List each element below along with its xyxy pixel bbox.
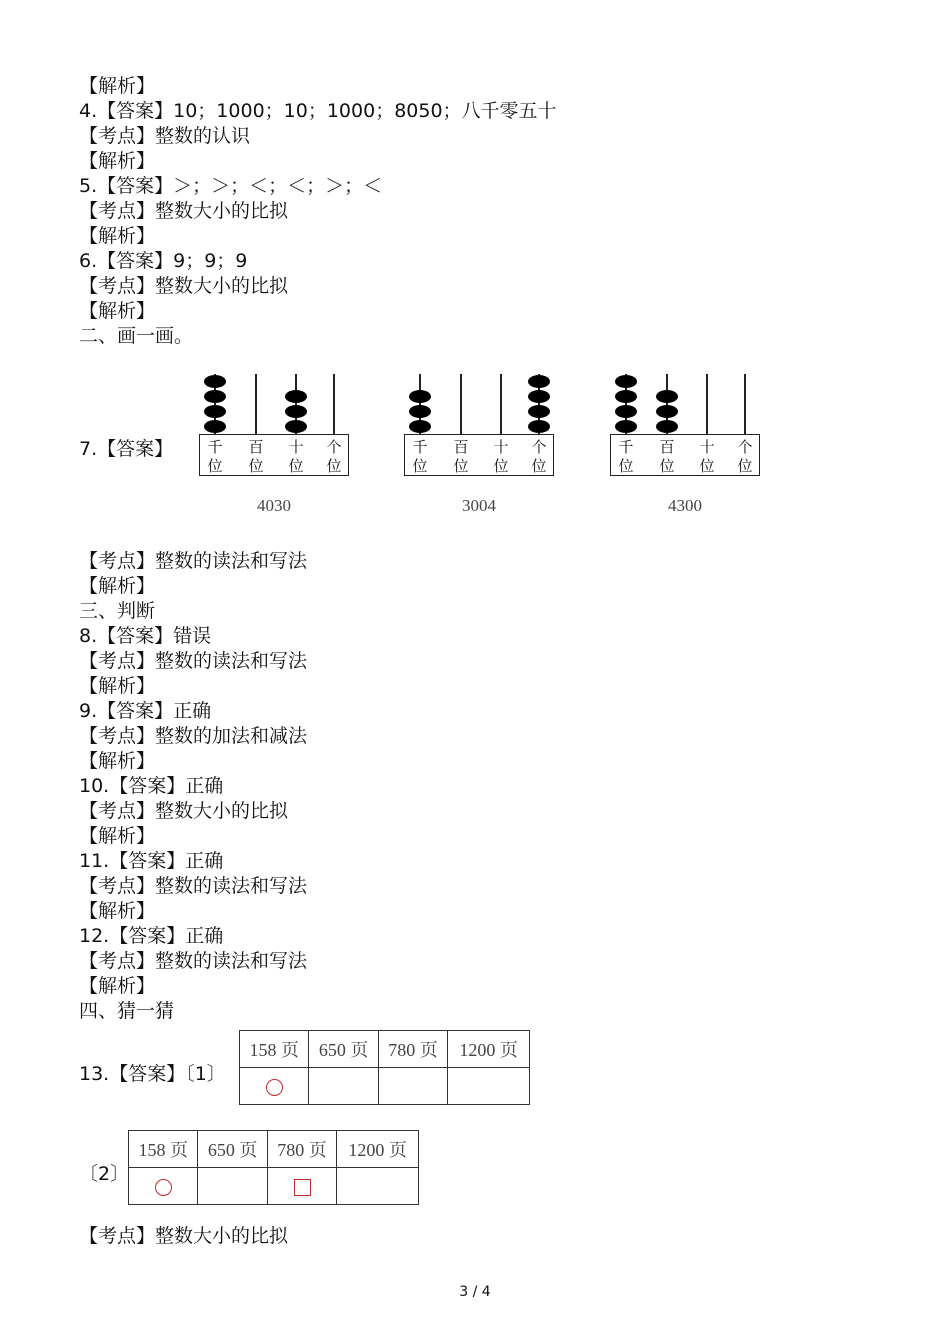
place-label: 十 位 xyxy=(699,438,715,475)
q13-label-2: 〔2〕 xyxy=(79,1163,130,1185)
abacus-bead xyxy=(285,420,307,433)
mark-cell xyxy=(240,1068,309,1105)
section-heading-draw: 二、画一画。 xyxy=(79,325,194,347)
abacus-bead xyxy=(204,375,226,388)
line-6: 【考点】整数大小的比拟 xyxy=(79,200,289,222)
line-3: 【考点】整数的认识 xyxy=(79,125,251,147)
place-label: 十 位 xyxy=(493,438,509,475)
abacus-1 xyxy=(199,366,351,526)
header-cell: 1200 页 xyxy=(337,1131,419,1168)
q13-label-1: 13.【答案】〔1〕 xyxy=(79,1063,226,1085)
header-cell: 780 页 xyxy=(378,1031,447,1068)
abacus-bead xyxy=(528,420,550,433)
abacus-rod xyxy=(333,374,335,434)
abacus-bead xyxy=(615,390,637,403)
place-label: 千 位 xyxy=(618,438,634,475)
place-label: 百 位 xyxy=(248,438,264,475)
line-5: 5.【答案】＞；＞；＜；＜；＞；＜ xyxy=(79,175,383,197)
abacus-bead xyxy=(285,390,307,403)
line-29: 【解析】 xyxy=(79,975,156,997)
circle-mark-icon xyxy=(266,1079,283,1096)
abacus-bead xyxy=(656,420,678,433)
abacus-3 xyxy=(610,366,762,526)
line-10: 【解析】 xyxy=(79,300,156,322)
q7-label: 7.【答案】 xyxy=(79,438,174,460)
abacus-bead xyxy=(656,390,678,403)
mark-cell xyxy=(378,1068,447,1105)
abacus-rod xyxy=(744,374,746,434)
guess-table-1 xyxy=(239,1030,530,1105)
line-2: 4.【答案】10；1000；10；1000；8050；八千零五十 xyxy=(79,100,557,122)
mark-cell xyxy=(337,1168,419,1205)
line-27: 12.【答案】正确 xyxy=(79,925,224,947)
section-heading-judge: 三、判断 xyxy=(79,600,156,622)
place-label: 个 位 xyxy=(737,438,753,475)
abacus-number: 3004 xyxy=(462,496,496,515)
abacus-rod xyxy=(460,374,462,434)
abacus-bead xyxy=(656,405,678,418)
mark-cell xyxy=(448,1068,530,1105)
place-label: 十 位 xyxy=(288,438,304,475)
place-label: 个 位 xyxy=(326,438,342,475)
header-cell: 650 页 xyxy=(198,1131,267,1168)
line-21: 10.【答案】正确 xyxy=(79,775,224,797)
abacus-bead xyxy=(409,420,431,433)
abacus-bead xyxy=(409,390,431,403)
square-mark-icon xyxy=(294,1179,311,1196)
line-28: 【考点】整数的读法和写法 xyxy=(79,950,308,972)
line-24: 11.【答案】正确 xyxy=(79,850,224,872)
place-label: 千 位 xyxy=(412,438,428,475)
abacus-bead xyxy=(409,405,431,418)
abacus-bead xyxy=(204,405,226,418)
line-16: 【考点】整数的读法和写法 xyxy=(79,650,308,672)
page-number: 3 / 4 xyxy=(459,1284,491,1300)
header-cell: 158 页 xyxy=(129,1131,198,1168)
section-heading-guess: 四、猜一猜 xyxy=(79,1000,175,1022)
abacus-bead xyxy=(528,375,550,388)
abacus-bead xyxy=(204,390,226,403)
line-19: 【考点】整数的加法和减法 xyxy=(79,725,308,747)
abacus-bead xyxy=(285,405,307,418)
abacus-rod xyxy=(706,374,708,434)
header-cell: 1200 页 xyxy=(448,1031,530,1068)
abacus-bead xyxy=(615,420,637,433)
place-label: 千 位 xyxy=(207,438,223,475)
abacus-rod xyxy=(255,374,257,434)
mark-cell xyxy=(267,1168,336,1205)
line-4: 【解析】 xyxy=(79,150,156,172)
line-22: 【考点】整数大小的比拟 xyxy=(79,800,289,822)
place-label: 百 位 xyxy=(659,438,675,475)
header-cell: 158 页 xyxy=(240,1031,309,1068)
line-25: 【考点】整数的读法和写法 xyxy=(79,875,308,897)
abacus-bead xyxy=(204,420,226,433)
place-label: 百 位 xyxy=(453,438,469,475)
place-label: 个 位 xyxy=(531,438,547,475)
mark-cell xyxy=(309,1068,378,1105)
line-8: 6.【答案】9；9；9 xyxy=(79,250,248,272)
line-12: 【考点】整数的读法和写法 xyxy=(79,550,308,572)
abacus-bead xyxy=(615,405,637,418)
abacus-bead xyxy=(615,375,637,388)
line-15: 8.【答案】错误 xyxy=(79,625,212,647)
header-cell: 650 页 xyxy=(309,1031,378,1068)
abacus-number: 4030 xyxy=(257,496,291,515)
abacus-rod xyxy=(500,374,502,434)
line-18: 9.【答案】正确 xyxy=(79,700,212,722)
line-26: 【解析】 xyxy=(79,900,156,922)
line-7: 【解析】 xyxy=(79,225,156,247)
line-17: 【解析】 xyxy=(79,675,156,697)
line-9: 【考点】整数大小的比拟 xyxy=(79,275,289,297)
header-cell: 780 页 xyxy=(267,1131,336,1168)
line-1: 【解析】 xyxy=(79,75,156,97)
abacus-2 xyxy=(404,366,556,526)
mark-cell xyxy=(198,1168,267,1205)
circle-mark-icon xyxy=(155,1179,172,1196)
line-20: 【解析】 xyxy=(79,750,156,772)
line-13: 【解析】 xyxy=(79,575,156,597)
mark-cell xyxy=(129,1168,198,1205)
guess-table-2 xyxy=(128,1130,419,1205)
last-line: 【考点】整数大小的比拟 xyxy=(79,1225,289,1247)
abacus-number: 4300 xyxy=(668,496,702,515)
abacus-bead xyxy=(528,390,550,403)
line-23: 【解析】 xyxy=(79,825,156,847)
abacus-bead xyxy=(528,405,550,418)
